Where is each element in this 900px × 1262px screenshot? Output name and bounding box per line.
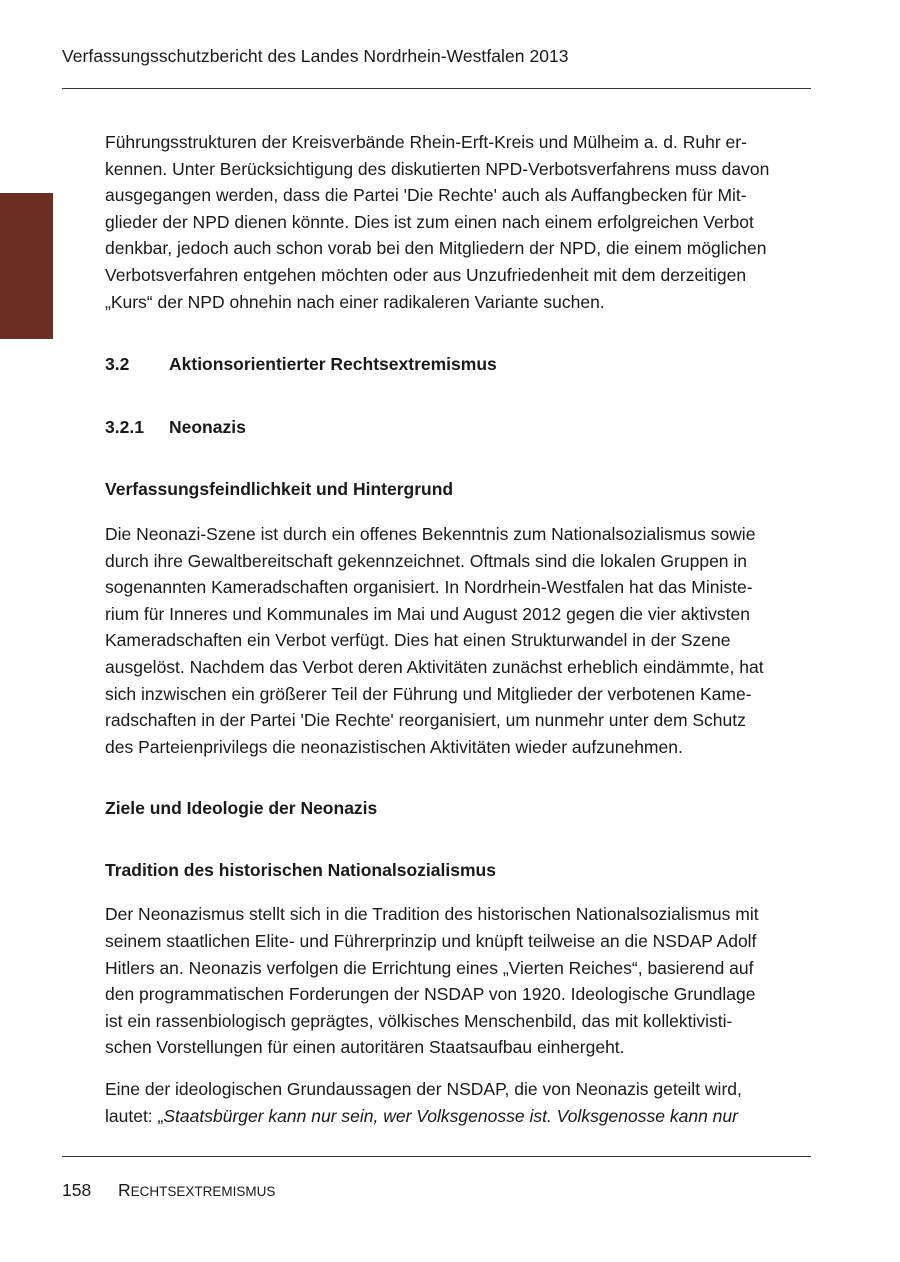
text-line: Verbotsverfahren entgehen möchten oder aus Unzufriedenheit mit dem derzeitigen xyxy=(105,264,747,285)
text-line: ist ein rassenbiologisch geprägtes, völkisches Menschenbild, das mit kollektivisti- xyxy=(105,1010,733,1031)
text-line: des Parteienprivilegs die neonazistischen Aktivitäten wieder aufzunehmen. xyxy=(105,736,683,757)
paragraph-intro xyxy=(105,129,815,315)
subheading-hintergrund: Verfassungsfeindlichkeit und Hintergrund xyxy=(105,479,454,500)
page-body xyxy=(105,129,815,1129)
text-line: denkbar, jedoch auch schon vorab bei den Mitgliedern der NPD, die einem möglichen xyxy=(105,238,767,259)
subheading-tradition: Tradition des historischen Nationalsozialismus xyxy=(105,859,496,880)
section-rest: ECHTSEXTREMISMUS xyxy=(130,1184,276,1199)
nsdap-quote: Staatsbürger kann nur sein, wer Volksgenosse ist. Volksgenosse kann nur xyxy=(163,1105,738,1126)
text-line: durch ihre Gewaltbereitschaft gekennzeichnet. Oftmals sind die lokalen Gruppen in xyxy=(105,550,748,571)
chapter-marker-tab xyxy=(0,193,53,339)
text-line: rium für Inneres und Kommunales im Mai und August 2012 gegen die vier aktivsten xyxy=(105,603,750,624)
text-line: radschaften in der Partei 'Die Rechte' reorganisiert, um nunmehr unter dem Schutz xyxy=(105,710,746,731)
paragraph-tradition xyxy=(105,901,815,1061)
page-number: 158 xyxy=(62,1180,92,1200)
text-line: Kameradschaften ein Verbot verfügt. Dies hat einen Strukturwandel in der Szene xyxy=(105,630,731,651)
page-footer xyxy=(62,1180,275,1201)
section-number: 3.2 xyxy=(105,354,130,375)
text-line: Hitlers an. Neonazis verfolgen die Errichtung eines „Vierten Reiches“, basierend auf xyxy=(105,957,754,978)
section-heading-3-2-1 xyxy=(105,414,815,441)
section-number: 3.2.1 xyxy=(105,416,144,437)
text-line: glieder der NPD dienen könnte. Dies ist zum einen nach einem erfolgreichen Verbot xyxy=(105,211,754,232)
paragraph-nsdap xyxy=(105,1076,815,1129)
text-line: schen Vorstellungen für einen autoritären Staatsaufbau einhergeht. xyxy=(105,1037,625,1058)
text-line: sogenannten Kameradschaften organisiert. In Nordrhein-Westfalen hat das Ministe- xyxy=(105,577,753,598)
text-line: kennen. Unter Berücksichtigung des diskutierten NPD-Verbotsverfahrens muss davon xyxy=(105,158,770,179)
footer-divider xyxy=(62,1156,811,1157)
text-line: Eine der ideologischen Grundaussagen der NSDAP, die von Neonazis geteilt wird, xyxy=(105,1079,742,1100)
paragraph-hintergrund xyxy=(105,521,815,760)
section-heading-3-2 xyxy=(105,351,815,378)
text-line xyxy=(105,1103,815,1130)
subheading-ziele: Ziele und Ideologie der Neonazis xyxy=(105,798,378,819)
text-line: ausgegangen werden, dass die Partei 'Die Rechte' auch als Auffangbecken für Mit- xyxy=(105,185,747,206)
quote-prefix: lautet: „ xyxy=(105,1105,164,1126)
text-line: Der Neonazismus stellt sich in die Tradition des historischen Nationalsozialismus mit xyxy=(105,904,759,925)
section-title: Neonazis xyxy=(169,416,246,437)
section-initial: R xyxy=(118,1180,131,1200)
section-title: Aktionsorientierter Rechtsextremismus xyxy=(169,354,497,375)
text-line: Führungsstrukturen der Kreisverbände Rhein-Erft-Kreis und Mülheim a. d. Ruhr er- xyxy=(105,132,747,152)
text-line: den programmatischen Forderungen der NSDAP von 1920. Ideologische Grundlage xyxy=(105,984,756,1005)
page-header-title: Verfassungsschutzbericht des Landes Nordrhein-Westfalen 2013 xyxy=(62,46,569,66)
text-line: seinem staatlichen Elite- und Führerprinzip und knüpft teilweise an die NSDAP Adolf xyxy=(105,931,757,952)
footer-section-name xyxy=(118,1180,275,1200)
text-line: Die Neonazi-Szene ist durch ein offenes Bekenntnis zum Nationalsozialismus sowie xyxy=(105,523,756,544)
text-line: ausgelöst. Nachdem das Verbot deren Aktivitäten zunächst erheblich eindämmte, hat xyxy=(105,656,764,677)
header-divider xyxy=(62,88,811,89)
text-line: „Kurs“ der NPD ohnehin nach einer radikaleren Variante suchen. xyxy=(105,291,605,312)
text-line: sich inzwischen ein größerer Teil der Führung und Mitglieder der verbotenen Kame- xyxy=(105,683,752,704)
